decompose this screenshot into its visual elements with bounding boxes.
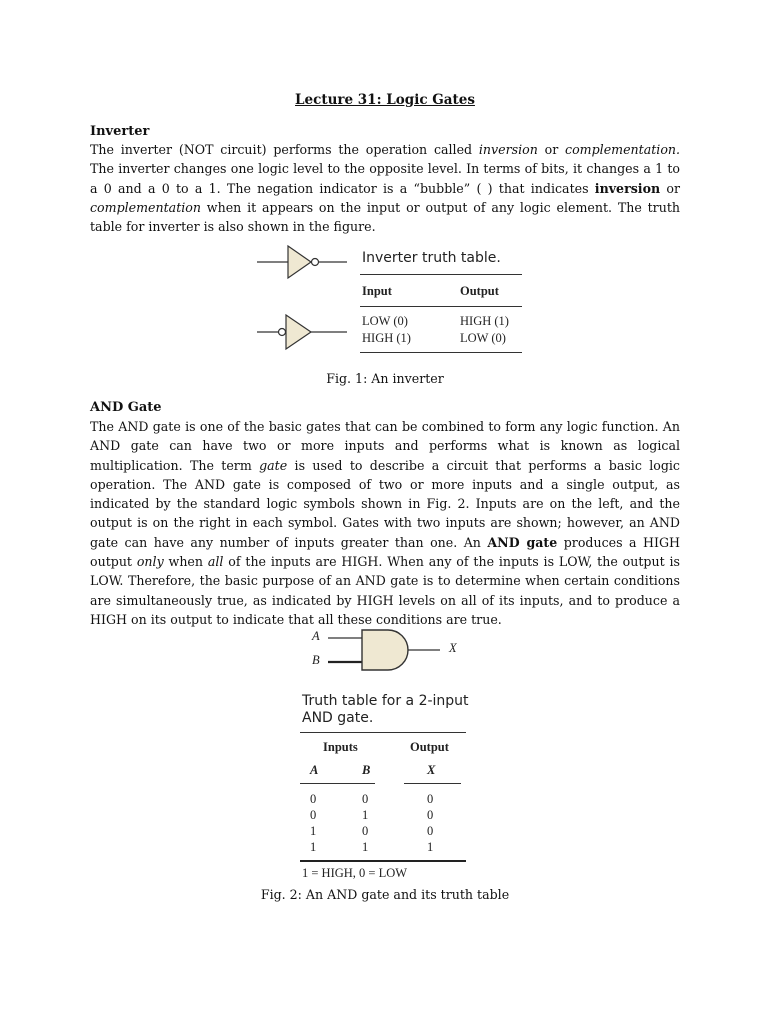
inverter-col-input: Input: [362, 284, 392, 298]
and-row-2-x: 0: [427, 824, 434, 838]
and-gate-symbol: [310, 626, 470, 676]
inverter-paragraph: The inverter (NOT circuit) performs the operation called inversion or complementation. The inverter changes one logic level to the opposite level. In terms of bits, it changes a 1 to a 0 and a 0 to a 1. The negation indicator is a “bubble” ( ) that indicates inversion or complementation when it appears on the input or output of any logic element. The truth table for inverter is also shown in the figure.: [90, 142, 681, 235]
and-row-3-b: 1: [362, 840, 369, 854]
and-truth-table: [300, 693, 470, 883]
and-input-a-label: A: [312, 629, 320, 643]
and-gate-heading: AND Gate: [90, 400, 162, 415]
and-row-2-a: 1: [310, 824, 317, 838]
inverter-output-bubble-symbol: [257, 246, 347, 278]
and-table-title-line2: AND gate.: [302, 710, 374, 726]
inverter-row-1-input: HIGH (1): [362, 331, 411, 345]
and-row-0-b: 0: [362, 792, 369, 806]
table-rule: [300, 732, 466, 733]
and-sub-b: B: [362, 763, 371, 777]
and-input-b-label: B: [312, 653, 320, 667]
inverter-symbols: [255, 242, 355, 354]
table-rule: [360, 306, 522, 307]
page-title: Lecture 31: Logic Gates: [295, 92, 475, 108]
and-table-note: 1 = HIGH, 0 = LOW: [302, 866, 408, 880]
and-row-0-a: 0: [310, 792, 317, 806]
and-row-2-b: 0: [362, 824, 369, 838]
figure-2-caption: Fig. 2: An AND gate and its truth table: [260, 887, 510, 902]
and-table-title-line1: Truth table for a 2-input: [302, 693, 469, 709]
and-output-x-label: X: [449, 641, 457, 655]
and-sub-x: X: [427, 763, 436, 777]
and-row-1-x: 0: [427, 808, 434, 822]
and-row-3-x: 1: [427, 840, 434, 854]
inverter-heading: Inverter: [90, 124, 150, 139]
table-rule: [404, 783, 461, 784]
inverter-table-title: Inverter truth table.: [362, 250, 501, 266]
inverter-truth-table: [360, 250, 525, 360]
table-rule: [360, 352, 522, 353]
and-col-inputs: Inputs: [323, 740, 358, 754]
figure-1-caption: Fig. 1: An inverter: [326, 371, 444, 386]
and-row-1-a: 0: [310, 808, 317, 822]
and-col-output: Output: [410, 740, 449, 754]
inverter-col-output: Output: [460, 284, 499, 298]
and-row-1-b: 1: [362, 808, 369, 822]
inverter-row-0-output: HIGH (1): [460, 314, 509, 328]
inverter-row-1-output: LOW (0): [460, 331, 506, 345]
table-rule: [360, 274, 522, 275]
and-sub-a: A: [310, 763, 319, 777]
and-row-3-a: 1: [310, 840, 317, 854]
table-rule: [300, 783, 375, 784]
inverter-row-0-input: LOW (0): [362, 314, 408, 328]
and-row-0-x: 0: [427, 792, 434, 806]
and-gate-drawing: [310, 626, 470, 676]
table-rule: [300, 860, 466, 862]
inverter-input-bubble-symbol: [257, 315, 347, 349]
and-gate-paragraph: The AND gate is one of the basic gates that can be combined to form any logic function. An AND gate can have two or more inputs and performs what is known as logical multiplication. The term gate is used to describe a circuit that performs a basic logic operation. The AND gate is composed of two or more inputs and a single output, as indicated by the standard logic symbols shown in Fig. 2. Inputs are on the left, and the output is on the right in each symbol. Gates with two inputs are shown; however, an AND gate can have any number of inputs greater than one. An AND gate produces a HIGH output only when all of the inputs are HIGH. When any of the inputs is LOW, the output is LOW. Therefore, the basic purpose of an AND gate is to determine when certain conditions are simultaneously true, as indicated by HIGH levels on all of its inputs, and to produce a HIGH on its output to indicate that all these conditions are true.: [90, 419, 681, 627]
